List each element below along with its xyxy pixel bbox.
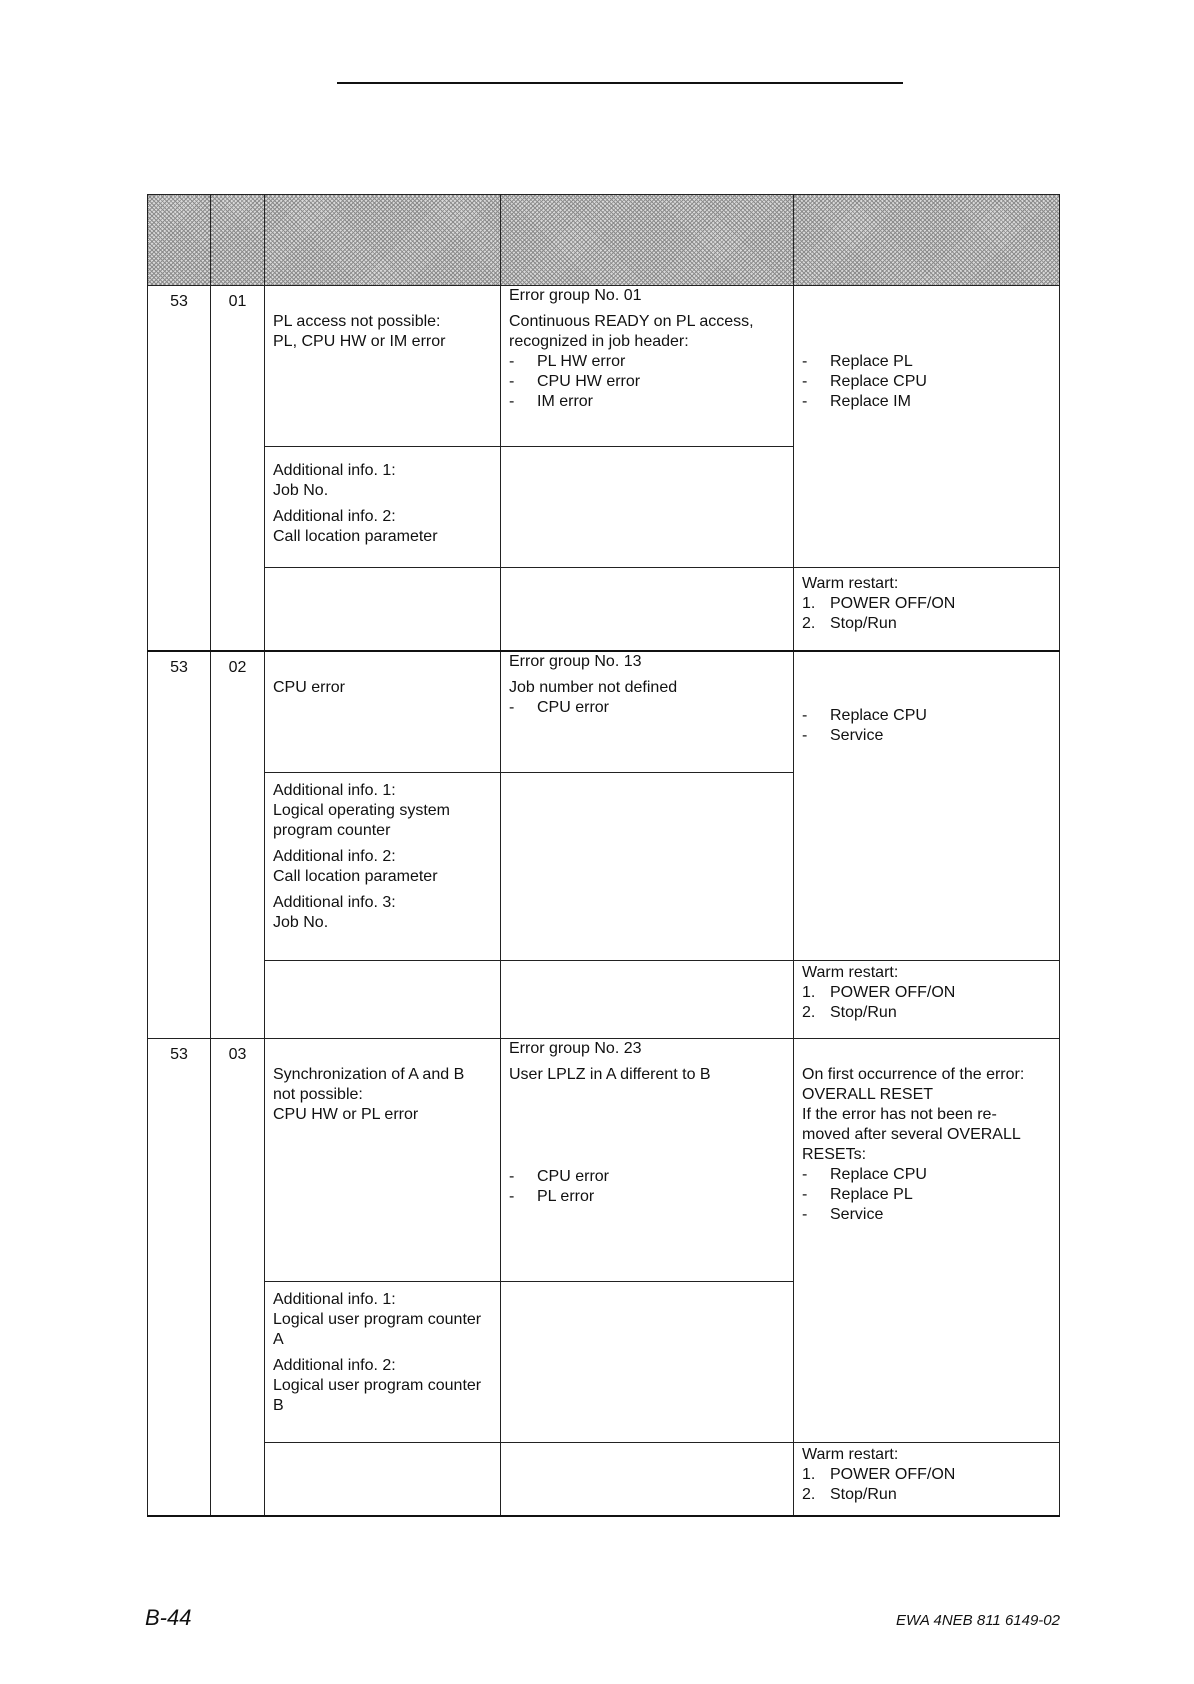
empty-cell — [265, 1443, 501, 1516]
error-number: 53 — [148, 651, 211, 1039]
list-item: - IM error — [509, 392, 785, 412]
list-item: - PL HW error — [509, 352, 785, 372]
header-cell — [501, 195, 794, 286]
empty-cell — [265, 961, 501, 1039]
document-reference: EWA 4NEB 811 6149-02 — [896, 1612, 1060, 1629]
error-entry-53-03 — [148, 1039, 1060, 1516]
error-cause: Synchronization of A and B not possible: CPU HW or PL error — [265, 1039, 501, 1282]
error-remedy — [794, 286, 1060, 568]
list-item: - Replace PL — [802, 1185, 1051, 1205]
list-item: 1. POWER OFF/ON — [802, 1466, 956, 1483]
error-subnumber: 03 — [211, 1039, 265, 1516]
error-subnumber: 02 — [211, 651, 265, 1039]
error-description: Error group No. 13 Job number not defined - CPU error — [501, 651, 794, 773]
error-subnumber: 01 — [211, 286, 265, 651]
restart-procedure: Warm restart: 1. POWER OFF/ON 2. Stop/Run — [794, 568, 1060, 651]
empty-cell — [501, 447, 794, 568]
list-item: - Replace CPU — [802, 706, 1051, 726]
error-cause: CPU error — [265, 651, 501, 773]
header-cell — [148, 195, 211, 286]
list-item: 2. Stop/Run — [802, 1486, 897, 1503]
error-description: Error group No. 23 User LPLZ in A different to B - CPU error - PL error — [501, 1039, 794, 1282]
list-item: - Replace CPU — [802, 1165, 1051, 1185]
header-cell — [211, 195, 265, 286]
list-item: 2. Stop/Run — [802, 615, 897, 632]
list-item: - Replace IM — [802, 392, 1051, 412]
additional-info: Additional info. 1: Logical user program counter A Additional info. 2: Logical user program counter B — [265, 1282, 501, 1443]
empty-cell — [501, 1443, 794, 1516]
page-number: B-44 — [145, 1605, 192, 1630]
additional-info: Additional info. 1: Logical operating system program counter Additional info. 2: Call location parameter Additional info. 3: Job No. — [265, 773, 501, 961]
additional-info: Additional info. 1: Job No. Additional info. 2: Call location parameter — [265, 447, 501, 568]
error-table — [147, 194, 1060, 1517]
header-cell — [794, 195, 1060, 286]
restart-procedure: Warm restart: 1. POWER OFF/ON 2. Stop/Run — [794, 961, 1060, 1039]
list-item: - CPU error — [509, 1167, 785, 1187]
error-number: 53 — [148, 286, 211, 651]
empty-cell — [265, 568, 501, 651]
list-item: - CPU error — [509, 698, 785, 718]
empty-cell — [501, 568, 794, 651]
list-item: - Replace CPU — [802, 372, 1051, 392]
list-item: 2. Stop/Run — [802, 1004, 897, 1021]
header-cell — [265, 195, 501, 286]
empty-cell — [501, 1282, 794, 1443]
error-entry-53-02 — [148, 651, 1060, 1039]
list-item: - CPU HW error — [509, 372, 785, 392]
list-item: - PL error — [509, 1187, 785, 1207]
empty-cell — [501, 773, 794, 961]
error-remedy: On first occurrence of the error: OVERALL RESET If the error has not been re- moved after several OVERALL RESETs: - Replace CPU - Replace PL - Service — [794, 1039, 1060, 1443]
list-item: 1. POWER OFF/ON — [802, 595, 956, 612]
list-item: - Service — [802, 1205, 1051, 1225]
list-item: - Service — [802, 726, 1051, 746]
restart-procedure: Warm restart: 1. POWER OFF/ON 2. Stop/Run — [794, 1443, 1060, 1516]
error-number: 53 — [148, 1039, 211, 1516]
error-cause: PL access not possible: PL, CPU HW or IM error — [265, 286, 501, 447]
header-rule — [337, 82, 903, 84]
error-entry-53-01 — [148, 286, 1060, 651]
error-remedy — [794, 651, 1060, 961]
list-item: 1. POWER OFF/ON — [802, 984, 956, 1001]
error-description: Error group No. 01 Continuous READY on PL access, recognized in job header: - PL HW error - CPU HW error - IM error — [501, 286, 794, 447]
empty-cell — [501, 961, 794, 1039]
list-item: - Replace PL — [802, 352, 1051, 372]
table-header-row — [148, 195, 1060, 286]
